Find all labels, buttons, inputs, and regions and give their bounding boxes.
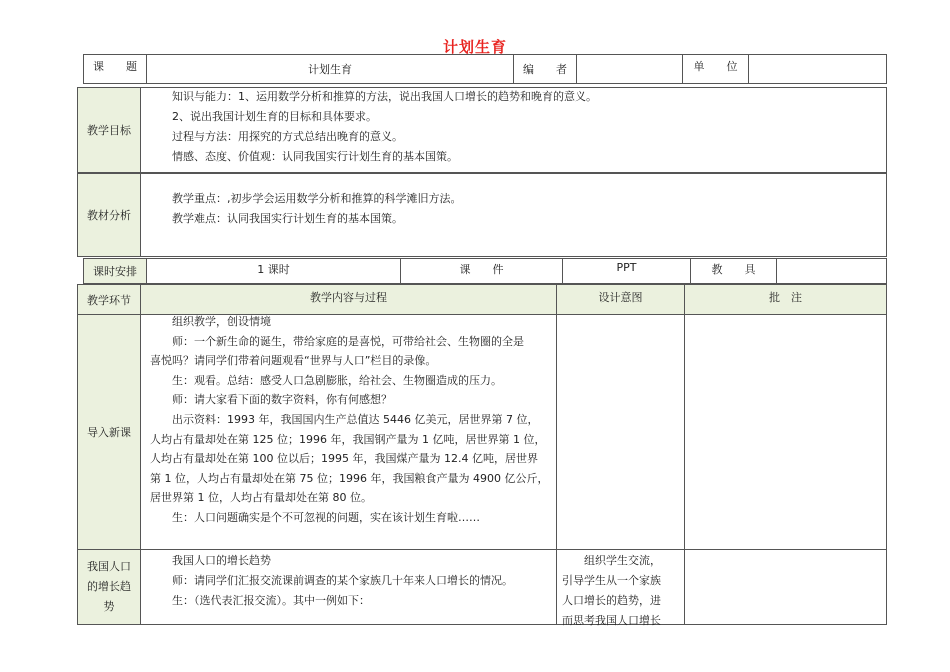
unit-value [748, 55, 886, 83]
analysis-label: 教材分析 [78, 174, 140, 256]
analysis-row [77, 173, 887, 257]
hours-value: 1 课时 [146, 259, 400, 283]
objective-line: 知识与能力：1、运用数学分析和推算的方法，说出我国人口增长的趋势和晚育的意义。 [172, 90, 597, 103]
intent-line: 引导学生从一个家族 [562, 574, 661, 587]
stage-name [78, 550, 140, 624]
content-line: 人均占有量却处在第 125 位；1996 年，我国钢产量为 1 亿吨，居世界第 1 位， [150, 432, 546, 446]
intent-line: 人口增长的趋势，进 [562, 594, 661, 607]
stage-name-line: 我国人口 [87, 560, 131, 573]
stage-header: 教学环节 [87, 293, 131, 307]
content-line: 组织教学，创设情境 [172, 315, 271, 328]
content-header: 教学内容与过程 [140, 285, 556, 314]
stage-notes [684, 550, 886, 624]
stage-content [140, 550, 556, 624]
courseware-label: 课 件 [400, 259, 562, 283]
unit-label: 单 位 [682, 55, 748, 83]
content-line: 师：请大家看下面的数字资料，你有何感想？ [172, 393, 392, 407]
intent-line: 而思考我国人口增长 [562, 614, 661, 627]
schedule-row [83, 258, 887, 284]
content-line: 第 1 位，人均占有量却处在第 75 位；1996 年，我国粮食产量为 4900 亿公斤， [150, 471, 549, 485]
objectives-row [77, 87, 887, 173]
topic-label: 课 题 [93, 60, 137, 73]
stage-name-line: 势 [103, 600, 115, 613]
objective-line: 2、说出我国计划生育的目标和具体要求。 [172, 110, 377, 123]
content-line: 师：一个新生命的诞生，带给家庭的是喜悦，可带给社会、生物圈的全是 [172, 334, 524, 348]
stage-name: 导入新课 [78, 315, 140, 549]
objectives-label: 教学目标 [78, 88, 140, 172]
intent-line: 组织学生交流， [584, 554, 661, 567]
content-line: 师：请同学们汇报交流课前调查的某个家族几十年来人口增长的情况。 [172, 574, 513, 587]
objective-line: 情感、态度、价值观：认同我国实行计划生育的基本国策。 [172, 150, 458, 163]
analysis-line: 教学难点：认同我国实行计划生育的基本国策。 [172, 212, 403, 225]
content-line: 人均占有量却处在第 100 位以后；1995 年，我国煤产量为 12.4 亿吨，居世界 [150, 452, 538, 466]
stage-intent [556, 550, 684, 627]
courseware-value: PPT [562, 259, 690, 283]
header-row [83, 54, 887, 84]
stage-intent [556, 315, 684, 549]
content-line: 生：人口问题确实是个不可忽视的问题，实在该计划生育啦…… [172, 510, 480, 524]
analysis-content [140, 174, 886, 256]
notes-header: 批 注 [684, 285, 886, 314]
content-line: 生：观看。总结：感受人口急剧膨胀，给社会、生物圈造成的压力。 [172, 373, 502, 387]
content-line: 生：（选代表汇报交流）。其中一例如下： [172, 594, 370, 607]
content-line: 居世界第 1 位，人均占有量却处在第 80 位。 [150, 491, 372, 505]
stage-name-line: 的增长趋 [87, 580, 131, 593]
stage-content [140, 315, 556, 549]
topic-value: 计划生育 [146, 55, 513, 83]
objectives-content [140, 88, 886, 172]
intent-header: 设计意图 [556, 285, 684, 314]
stage-notes [684, 315, 886, 549]
content-line: 喜悦吗？请同学们带着问题观看“世界与人口”栏目的录像。 [150, 354, 437, 368]
stage-row-trend [77, 549, 887, 625]
stage-row-intro [77, 314, 887, 550]
process-header-row [77, 284, 887, 315]
content-line: 我国人口的增长趋势 [172, 554, 271, 567]
content-line: 出示资料：1993 年，我国国内生产总值达 5446 亿美元，居世界第 7 位， [172, 412, 539, 426]
document-title: 计划生育 [442, 38, 507, 56]
analysis-line: 教学重点：,初步学会运用数学分析和推算的科学滩旧方法。 [172, 192, 462, 205]
objective-line: 过程与方法：用探究的方式总结出晚育的意义。 [172, 130, 403, 143]
hours-label: 课时安排 [84, 259, 146, 283]
editor-label: 编 者 [513, 55, 576, 83]
tools-value [776, 259, 886, 283]
tools-label: 教 具 [690, 259, 776, 283]
editor-value [576, 55, 682, 83]
